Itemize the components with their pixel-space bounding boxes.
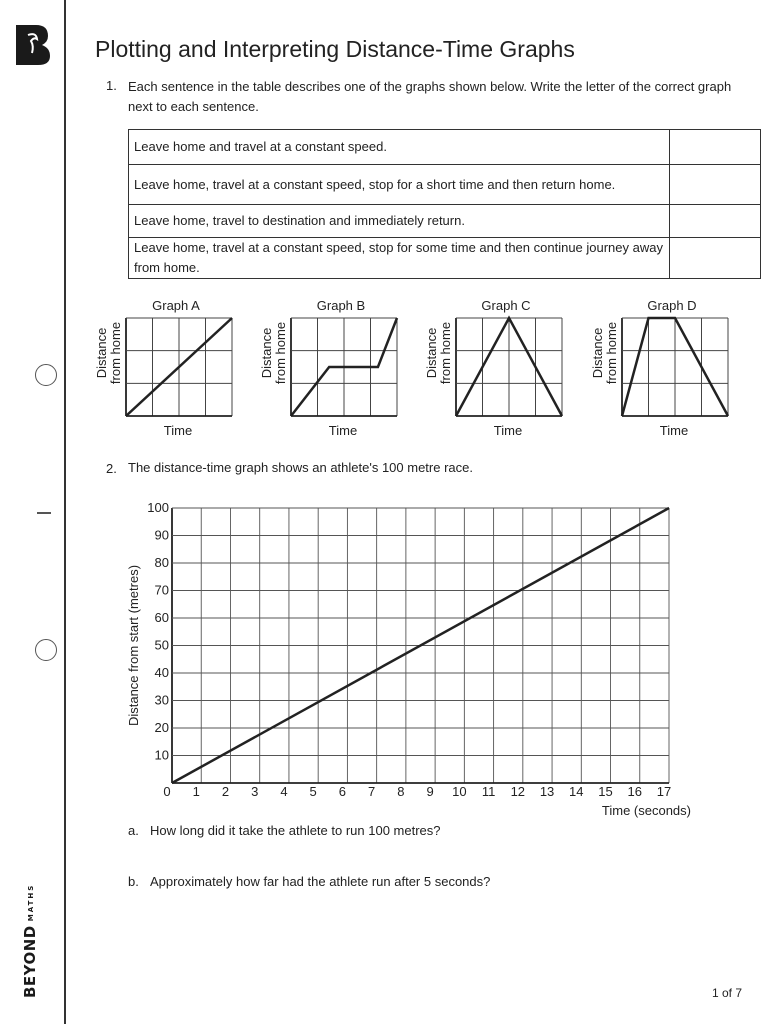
sub-question-a-label: a. xyxy=(128,823,139,838)
x-tick-label: 3 xyxy=(251,784,259,799)
graph-c xyxy=(422,296,570,442)
answer-cell[interactable] xyxy=(670,165,761,205)
fold-mark xyxy=(37,512,51,514)
brand-wordmark: BEYONDMATHS xyxy=(21,883,39,998)
table-sentence: Leave home and travel at a constant speed. xyxy=(129,130,670,165)
graph-a xyxy=(92,296,240,442)
table-sentence: Leave home, travel to destination and immediately return. xyxy=(129,205,670,238)
graph-label: Graph B xyxy=(316,298,366,313)
x-tick-label: 11 xyxy=(481,784,496,799)
graph-grid xyxy=(456,318,562,416)
x-tick-label: 6 xyxy=(338,784,347,799)
y-tick-label: 90 xyxy=(154,527,169,543)
y-tick-label: 40 xyxy=(154,665,169,680)
axis-label: Distance xyxy=(424,327,439,379)
x-tick-label: 5 xyxy=(309,784,317,799)
x-tick-label: 17 xyxy=(656,784,672,799)
x-tick-labels xyxy=(163,784,671,799)
x-tick-label: 2 xyxy=(221,784,230,799)
binder-hole xyxy=(35,364,57,386)
x-tick-label: 12 xyxy=(510,784,526,799)
x-tick-label: 16 xyxy=(627,784,642,799)
graph-d xyxy=(588,296,736,442)
page-title: Plotting and Interpreting Distance-Time Graphs xyxy=(95,36,575,62)
y-tick-label: 10 xyxy=(154,747,169,763)
y-tick-label: 80 xyxy=(154,555,169,570)
axis-label: Time xyxy=(328,423,358,438)
y-tick-label: 50 xyxy=(154,637,169,653)
y-tick-labels xyxy=(147,500,169,763)
question-1-text: Each sentence in the table describes one of the graphs shown below. Write the letter of the correct graph next to each sentence. xyxy=(128,79,732,114)
axis-label: Distance xyxy=(259,327,274,379)
margin-line xyxy=(64,0,66,1024)
sub-question-b-label: b. xyxy=(128,874,139,889)
x-tick-label: 4 xyxy=(280,784,288,799)
x-tick-label: 14 xyxy=(569,784,584,799)
y-tick-label: 100 xyxy=(147,500,169,515)
table-sentence: Leave home, travel at a constant speed, stop for some time and then continue journey away from home. xyxy=(129,238,670,279)
y-tick-label: 70 xyxy=(154,582,169,598)
graph-label: Graph C xyxy=(481,298,531,313)
x-tick-label: 8 xyxy=(397,784,405,799)
sub-question-a: How long did it take the athlete to run 100 metres? xyxy=(150,823,441,838)
matching-table xyxy=(128,129,761,279)
y-tick-label: 60 xyxy=(154,610,169,625)
axis-label: Distance xyxy=(94,327,109,379)
axis-label: Time xyxy=(493,423,523,438)
question-1-number: 1. xyxy=(106,78,117,93)
answer-cell[interactable] xyxy=(670,238,761,279)
graph-grid xyxy=(622,318,728,416)
x-tick-label: 13 xyxy=(539,784,555,799)
axis-label: Time xyxy=(163,423,193,438)
page-number: 1 of 7 xyxy=(711,986,742,1000)
graph-label: Graph D xyxy=(647,298,697,313)
y-tick-label: 20 xyxy=(154,720,169,735)
table-row xyxy=(129,130,761,165)
binder-hole xyxy=(35,639,57,661)
x-axis-label: Time (seconds) xyxy=(601,803,691,818)
axis-label: Time xyxy=(659,423,689,438)
x-tick-label: 0 xyxy=(163,784,171,799)
question-2-text: The distance-time graph shows an athlete's 100 metre race. xyxy=(128,460,473,475)
graph-label: Graph A xyxy=(152,298,200,313)
y-tick-label: 30 xyxy=(154,692,169,708)
answer-cell[interactable] xyxy=(670,130,761,165)
axis-label: from home xyxy=(273,321,288,385)
distance-time-chart xyxy=(118,496,708,824)
axis-label: Distance xyxy=(590,327,605,379)
table-sentence: Leave home, travel at a constant speed, stop for a short time and then return home. xyxy=(129,165,670,205)
table-row xyxy=(129,238,761,279)
x-tick-label: 15 xyxy=(598,784,613,799)
y-axis-label: Distance from start (metres) xyxy=(126,564,141,727)
axis-label: from home xyxy=(604,321,619,385)
brand-logo-icon xyxy=(12,22,52,68)
axis-label: from home xyxy=(108,321,123,385)
table-row xyxy=(129,205,761,238)
sub-question-b: Approximately how far had the athlete run after 5 seconds? xyxy=(150,874,491,889)
x-tick-label: 9 xyxy=(426,784,434,799)
x-tick-label: 7 xyxy=(368,784,376,799)
graph-b xyxy=(257,296,405,442)
x-tick-label: 1 xyxy=(192,784,200,799)
answer-cell[interactable] xyxy=(670,205,761,238)
axis-label: from home xyxy=(438,321,453,385)
x-tick-label: 10 xyxy=(452,784,467,799)
table-row xyxy=(129,165,761,205)
question-2-number: 2. xyxy=(106,461,117,476)
